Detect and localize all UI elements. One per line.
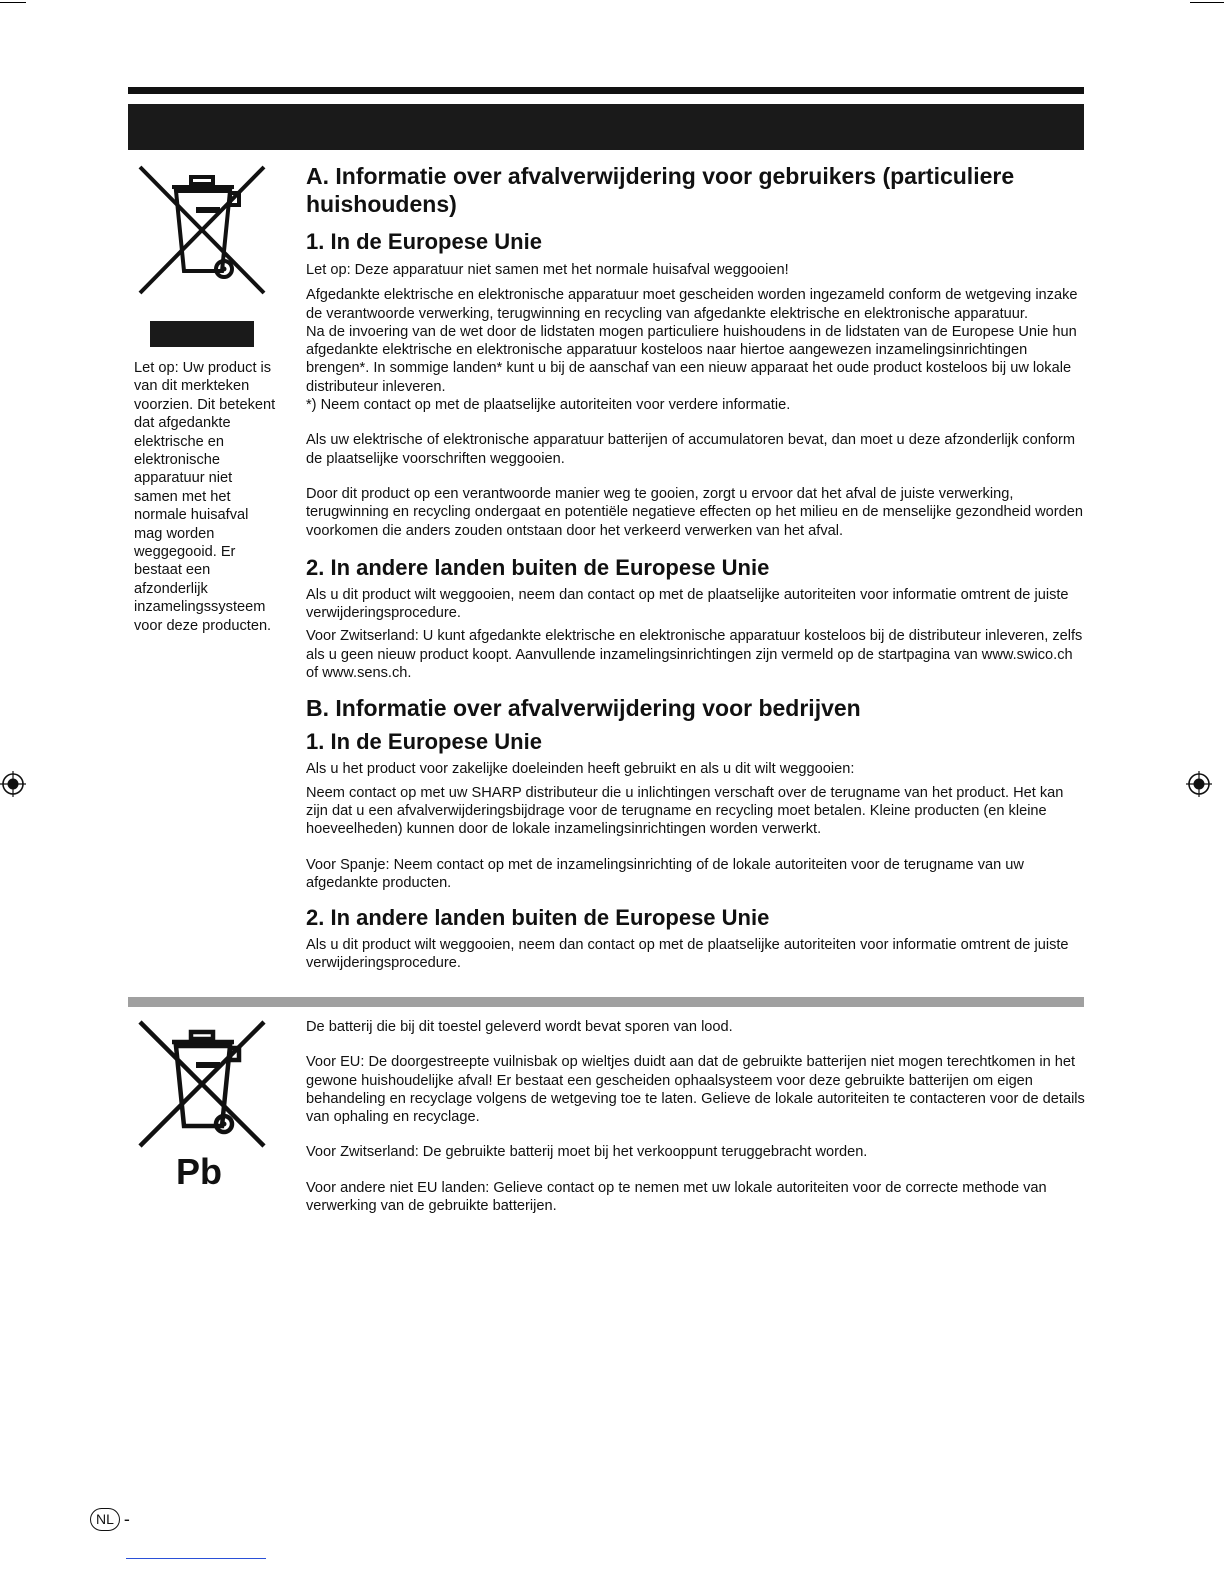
section-b-eu-paragraph: Als u het product voor zakelijke doeleinden heeft gebruikt en als u dit wilt weggooien: — [306, 761, 855, 778]
battery-paragraph: Voor EU: De doorgestreepte vuilnisbak op wieltjes duidt aan dat de gebruikte batterijen niet mogen terechtkomen in het gewone huishoudelijke afval! Er bestaat een gescheiden ophaalsysteem voor deze gebruikte batterijen om eigen behandeling en recyclage volgens de wetgeving toe te laten. Gelieve de lokale autoriteiten te contacteren voor de details van ophaling en recyclage. — [306, 1054, 1085, 1126]
section-b-eu-paragraph: Neem contact op met uw SHARP distributeur die u inlichtingen verschaft over de terugname van het product. Het kan zijn dat u een afvalverwijderingsbijdrage voor de terugname en recycling moet betalen. Kleine producten (en kleine hoeveelheden) kunnen door de lokale inzamelingsinrichtingen worden verwerkt. — [306, 784, 1064, 838]
section-b-other-paragraph: Als u dit product wilt weggooien, neem dan contact op met de plaatselijke autoriteiten voor informatie omtrent de juiste verwijderingsprocedure. — [306, 937, 1069, 972]
page-separator: - — [123, 1509, 130, 1529]
section-a — [306, 162, 1086, 973]
battery-paragraph: De batterij die bij dit toestel geleverd wordt bevat sporen van lood. — [306, 1019, 733, 1035]
page-identifier — [90, 1508, 130, 1531]
crop-mark — [0, 2, 26, 3]
crossed-out-wheelie-bin-icon — [136, 163, 270, 297]
black-bar-marker — [150, 321, 254, 347]
section-b-heading: B. Informatie over afvalverwijdering voor bedrijven — [306, 695, 861, 722]
registration-mark-icon — [0, 771, 26, 797]
battery-section — [306, 1018, 1086, 1215]
footer-rule — [126, 1558, 266, 1559]
top-rule — [128, 87, 1084, 94]
registration-mark-icon — [1186, 771, 1212, 797]
section-b-other-heading: 2. In andere landen buiten de Europese Unie — [306, 905, 770, 931]
section-a-eu-paragraph: Na de invoering van de wet door de lidstaten mogen particuliere huishoudens in de lidstaten van de Europese Unie hun afgedankte elektrische en elektronische apparatuur kosteloos naar hiertoe aangewezen inzamelingsinrichtingen brengen*. In sommige landen* kunt u bij de aanschaf van een nieuw apparaat het oude product kosteloos bij uw lokale distributeur inleveren. — [306, 323, 1077, 395]
separator-rule — [128, 997, 1084, 1007]
section-b-eu-heading: 1. In de Europese Unie — [306, 729, 542, 755]
section-a-eu-footnote: *) Neem contact op met de plaatselijke autoriteiten voor verdere informatie. — [306, 397, 791, 414]
lead-symbol-label: Pb — [176, 1151, 223, 1192]
section-a-other-heading: 2. In andere landen buiten de Europese Unie — [306, 554, 770, 580]
section-a-eu-paragraph: Als uw elektrische of elektronische apparatuur batterijen of accumulatoren bevat, dan moet u deze afzonderlijk conform de plaatselijke voorschriften weggooien. — [306, 432, 1076, 467]
section-a-eu-heading: 1. In de Europese Unie — [306, 229, 542, 254]
crop-mark — [1190, 2, 1224, 3]
section-a-eu-paragraph: Afgedankte elektrische en elektronische apparatuur moet gescheiden worden ingezameld conform de wetgeving inzake de verantwoorde verwerking, terugwinning en recycling van afgedankte elektrische en elektronische apparatuur. — [306, 287, 1078, 322]
section-b-eu-paragraph: Voor Spanje: Neem contact op met de inzamelingsinrichting of de lokale autoriteiten voor de terugname van uw afgedankte producten. — [306, 856, 1024, 891]
crossed-out-battery-bin-icon — [136, 1018, 270, 1152]
section-a-other-paragraph: Voor Zwitserland: U kunt afgedankte elektrische en elektronische apparatuur kosteloos bij de distributeur inleveren, zelfs als u geen nieuw product koopt. Aanvullende inzamelingsinrichtingen zijn vermeld op de startpagina van www.swico.ch of www.sens.ch. — [306, 628, 1083, 682]
language-badge: NL — [90, 1508, 120, 1531]
section-a-other-paragraph: Als u dit product wilt weggooien, neem dan contact op met de plaatselijke autoriteiten voor informatie omtrent de juiste verwijderingsprocedure. — [306, 586, 1069, 622]
battery-paragraph: Voor andere niet EU landen: Gelieve contact op te nemen met uw lokale autoriteiten voor de correcte methode van verwerking van de gebruikte batterijen. — [306, 1179, 1047, 1215]
section-a-eu-paragraph: Door dit product op een verantwoorde manier weg te gooien, zorgt u ervoor dat het afval de juiste verwerking, terugwinning en recycling ondergaat en potentiële negatieve effecten op het milieu en de menselijke gezondheid worden voorkomen die anders zouden ontstaan door het verkeerd verwerken van het afval. — [306, 485, 1083, 539]
title-bar — [128, 104, 1084, 150]
sidebar-note: Let op: Uw product is van dit merkteken voorzien. Dit betekent dat afgedankte elektrische en elektronische apparatuur niet samen met het normale huisafval mag worden weggegooid. Er bestaat een afzonderlijk inzamelingssysteem voor deze producten. — [134, 360, 276, 634]
section-a-heading: A. Informatie over afvalverwijdering voor gebruikers (particuliere huishoudens) — [306, 163, 1015, 217]
section-a-eu-warning: Let op: Deze apparatuur niet samen met het normale huisafval weggooien! — [306, 262, 789, 278]
battery-paragraph: Voor Zwitserland: De gebruikte batterij moet bij het verkooppunt teruggebracht worden. — [306, 1144, 868, 1161]
